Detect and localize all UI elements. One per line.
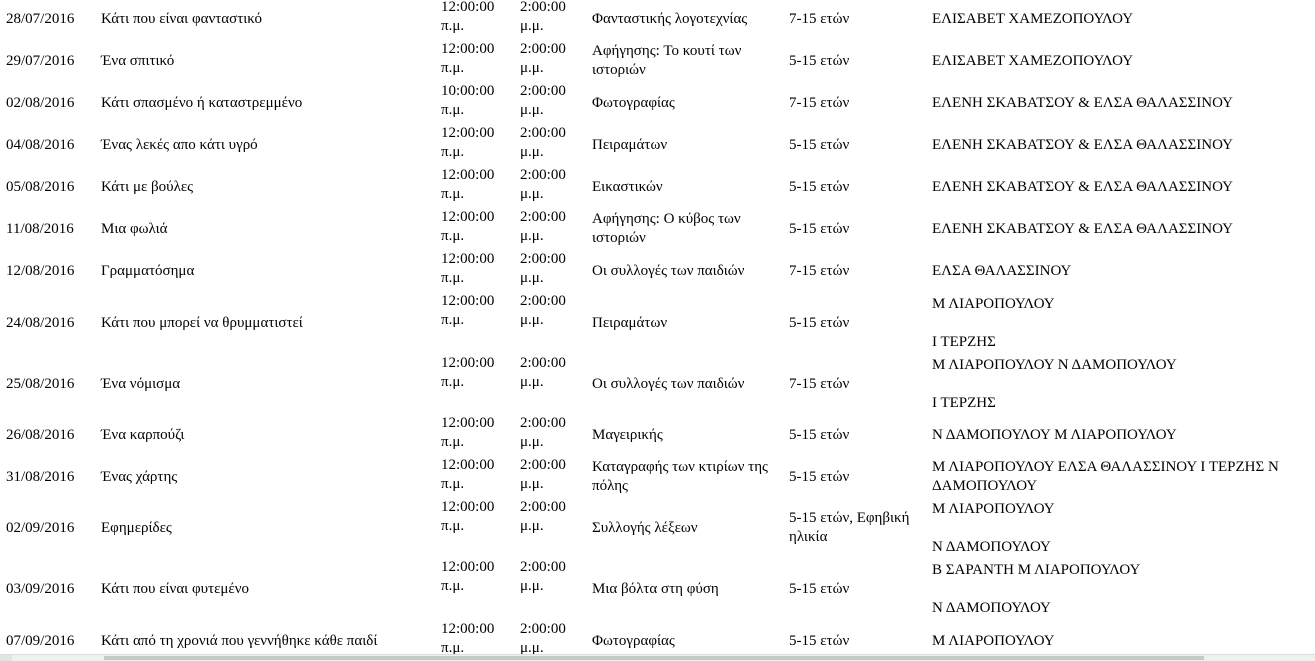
staff-cell-line: Μ ΛΙΑΡΟΠΟΥΛΟΥ: [932, 501, 1055, 517]
category-cell-line: ιστοριών: [592, 230, 646, 246]
table-row: [0, 252, 1315, 294]
title-cell: [101, 632, 377, 651]
title-cell-line: Κάτι που είναι φανταστικό: [101, 11, 263, 27]
end-time-cell-line: 2:00:00: [520, 457, 566, 473]
staff-cell-line: Μ ΛΙΑΡΟΠΟΥΛΟΥ ΕΛΣΑ ΘΑΛΑΣΣΙΝΟΥ Ι ΤΕΡΖΗΣ Ν: [932, 459, 1279, 475]
start-time-cell-line: 12:00:00: [441, 415, 495, 431]
age-cell: [789, 314, 849, 333]
start-time-cell-line: π.μ.: [441, 476, 465, 492]
age-cell-line: 5-15 ετών: [789, 137, 850, 153]
start-time-cell-line: 12:00:00: [441, 41, 495, 57]
category-cell: [592, 10, 747, 29]
category-cell: [592, 632, 675, 651]
end-time-cell: [520, 498, 566, 536]
end-time-cell: [520, 82, 566, 120]
start-time-cell: [441, 456, 494, 494]
start-time-cell: [441, 558, 494, 596]
end-time-cell: [520, 354, 566, 392]
category-cell-line: Οι συλλογές των παιδιών: [592, 376, 745, 392]
staff-cell-line: Ν ΔΑΜΟΠΟΥΛΟΥ: [932, 600, 1051, 616]
end-time-cell-line: μ.μ.: [520, 228, 544, 244]
category-cell: [592, 519, 698, 538]
title-cell: [101, 580, 249, 599]
start-time-cell: [441, 250, 494, 288]
age-cell-line: 5-15 ετών: [789, 179, 850, 195]
date-cell: [6, 262, 74, 281]
date-cell: [6, 136, 74, 155]
end-time-cell-line: μ.μ.: [520, 312, 544, 328]
date-cell: [6, 375, 74, 394]
end-time-cell-line: 2:00:00: [520, 251, 566, 267]
date-cell-line: 07/09/2016: [6, 633, 75, 649]
date-cell-line: 12/08/2016: [6, 263, 75, 279]
start-time-cell-line: π.μ.: [441, 434, 465, 450]
title-cell-line: Ένα σπιτικό: [101, 53, 175, 69]
start-time-cell-line: π.μ.: [441, 228, 465, 244]
title-cell-line: Γραμματόσημα: [101, 263, 195, 279]
age-cell-line: 5-15 ετών: [789, 633, 850, 649]
category-cell-line: Καταγραφής των κτιρίων της: [592, 459, 768, 475]
age-cell-line: 5-15 ετών: [789, 469, 850, 485]
date-cell-line: 26/08/2016: [6, 427, 75, 443]
end-time-cell: [520, 208, 566, 246]
end-time-cell-line: μ.μ.: [520, 578, 544, 594]
end-time-cell-line: μ.μ.: [520, 18, 544, 34]
end-time-cell-line: μ.μ.: [520, 270, 544, 286]
category-cell-line: Φωτογραφίας: [592, 95, 675, 111]
end-time-cell-line: 2:00:00: [520, 0, 566, 15]
title-cell-line: Κάτι με βούλες: [101, 179, 194, 195]
staff-cell-line: ΕΛΕΝΗ ΣΚΑΒΑΤΣΟΥ & ΕΛΣΑ ΘΑΛΑΣΣΙΝΟΥ: [932, 221, 1234, 237]
staff-cell: [932, 295, 1055, 352]
date-cell-line: 31/08/2016: [6, 469, 75, 485]
category-cell-line: Φωτογραφίας: [592, 633, 675, 649]
end-time-cell: [520, 250, 566, 288]
staff-cell-line: Μ ΛΙΑΡΟΠΟΥΛΟΥ: [932, 296, 1055, 312]
date-cell: [6, 632, 74, 651]
date-cell: [6, 426, 74, 445]
start-time-cell-line: 12:00:00: [441, 355, 495, 371]
staff-cell-line: [932, 314, 1055, 333]
date-cell-line: 11/08/2016: [6, 221, 74, 237]
start-time-cell-line: 10:00:00: [441, 83, 495, 99]
title-cell: [101, 468, 177, 487]
age-cell: [789, 52, 849, 71]
age-cell-line: 5-15 ετών: [789, 427, 850, 443]
title-cell: [101, 136, 258, 155]
table-row: [0, 294, 1315, 356]
title-cell: [101, 314, 303, 333]
end-time-cell: [520, 166, 566, 204]
date-cell: [6, 519, 74, 538]
age-cell-line: 7-15 ετών: [789, 376, 850, 392]
start-time-cell: [441, 414, 494, 452]
end-time-cell-line: 2:00:00: [520, 621, 566, 637]
start-time-cell-line: 12:00:00: [441, 457, 495, 473]
start-time-cell: [441, 0, 494, 36]
end-time-cell-line: 2:00:00: [520, 415, 566, 431]
start-time-cell: [441, 620, 494, 654]
title-cell-line: Κάτι που μπορεί να θρυμματιστεί: [101, 315, 303, 331]
staff-cell-line: Β ΣΑΡΑΝΤΗ Μ ΛΙΑΡΟΠΟΥΛΟΥ: [932, 562, 1141, 578]
date-cell-line: 02/08/2016: [6, 95, 75, 111]
start-time-cell-line: 12:00:00: [441, 621, 495, 637]
title-cell-line: Μια φωλιά: [101, 221, 168, 237]
category-cell-line: Συλλογής λέξεων: [592, 520, 698, 536]
end-time-cell: [520, 620, 566, 654]
start-time-cell: [441, 40, 494, 78]
end-time-cell-line: μ.μ.: [520, 102, 544, 118]
date-cell-line: 02/09/2016: [6, 520, 75, 536]
start-time-cell-line: 12:00:00: [441, 167, 495, 183]
end-time-cell-line: 2:00:00: [520, 559, 566, 575]
age-cell: [789, 262, 849, 281]
end-time-cell-line: μ.μ.: [520, 144, 544, 160]
title-cell-line: Ένα καρπούζι: [101, 427, 185, 443]
staff-cell: [932, 94, 1233, 113]
start-time-cell-line: 12:00:00: [441, 499, 495, 515]
category-cell: [592, 375, 744, 394]
start-time-cell-line: π.μ.: [441, 312, 465, 328]
start-time-cell-line: 12:00:00: [441, 559, 495, 575]
category-cell: [592, 136, 667, 155]
date-cell: [6, 468, 74, 487]
age-cell: [789, 632, 849, 651]
category-cell-line: Μαγειρικής: [592, 427, 663, 443]
end-time-cell: [520, 0, 566, 36]
staff-cell: [932, 136, 1233, 155]
staff-cell-line: ΕΛΙΣΑΒΕΤ ΧΑΜΕΖΟΠΟΥΛΟΥ: [932, 11, 1134, 27]
age-cell: [789, 426, 849, 445]
end-time-cell: [520, 414, 566, 452]
staff-cell: [932, 52, 1133, 71]
title-cell: [101, 375, 180, 394]
start-time-cell-line: π.μ.: [441, 102, 465, 118]
category-cell: [592, 210, 741, 248]
staff-cell: [932, 10, 1133, 29]
date-cell: [6, 94, 74, 113]
category-cell: [592, 314, 667, 333]
category-cell-line: Πειραμάτων: [592, 137, 668, 153]
staff-cell: [932, 262, 1071, 281]
horizontal-scrollbar[interactable]: [0, 654, 1315, 661]
age-cell: [789, 468, 849, 487]
title-cell: [101, 220, 168, 239]
age-cell-line: 5-15 ετών: [789, 53, 850, 69]
date-cell: [6, 52, 74, 71]
end-time-cell-line: μ.μ.: [520, 434, 544, 450]
table-row: [0, 500, 1315, 560]
staff-cell-line: ΕΛΙΣΑΒΕΤ ΧΑΜΕΖΟΠΟΥΛΟΥ: [932, 53, 1134, 69]
staff-cell-line: [932, 580, 1140, 599]
staff-cell-line: Ι ΤΕΡΖΗΣ: [932, 334, 996, 350]
staff-cell-line: [932, 375, 1177, 394]
category-cell-line: Αφήγησης: Το κουτί των: [592, 43, 742, 59]
age-cell-line: 7-15 ετών: [789, 263, 850, 279]
title-cell: [101, 519, 172, 538]
table-row: [0, 356, 1315, 416]
start-time-cell-line: 12:00:00: [441, 251, 495, 267]
staff-cell: [932, 500, 1055, 557]
date-cell-line: 24/08/2016: [6, 315, 75, 331]
end-time-cell: [520, 558, 566, 596]
staff-cell-line: Μ ΛΙΑΡΟΠΟΥΛΟΥ: [932, 633, 1055, 649]
scrollbar-thumb[interactable]: [104, 656, 1204, 660]
category-cell-line: Οι συλλογές των παιδιών: [592, 263, 745, 279]
staff-cell-line: ΕΛΣΑ ΘΑΛΑΣΣΙΝΟΥ: [932, 263, 1072, 279]
end-time-cell-line: 2:00:00: [520, 125, 566, 141]
age-cell: [789, 580, 849, 599]
end-time-cell-line: μ.μ.: [520, 640, 544, 654]
staff-cell-line: Ν ΔΑΜΟΠΟΥΛΟΥ Μ ΛΙΑΡΟΠΟΥΛΟΥ: [932, 427, 1177, 443]
title-cell-line: Εφημερίδες: [101, 520, 172, 536]
age-cell: [789, 220, 849, 239]
age-cell-line: 7-15 ετών: [789, 95, 850, 111]
staff-cell-line: Μ ΛΙΑΡΟΠΟΥΛΟΥ Ν ΔΑΜΟΠΟΥΛΟΥ: [932, 357, 1177, 373]
table-row: [0, 84, 1315, 126]
staff-cell-line: [932, 519, 1055, 538]
title-cell: [101, 10, 262, 29]
date-cell: [6, 314, 74, 333]
title-cell-line: Ένα νόμισμα: [101, 376, 181, 392]
end-time-cell-line: 2:00:00: [520, 83, 566, 99]
start-time-cell: [441, 292, 494, 330]
start-time-cell: [441, 82, 494, 120]
staff-cell: [932, 561, 1140, 618]
end-time-cell-line: 2:00:00: [520, 355, 566, 371]
age-cell: [789, 375, 849, 394]
start-time-cell-line: π.μ.: [441, 270, 465, 286]
staff-cell-line: Ν ΔΑΜΟΠΟΥΛΟΥ: [932, 539, 1051, 555]
date-cell-line: 28/07/2016: [6, 11, 75, 27]
end-time-cell-line: μ.μ.: [520, 60, 544, 76]
date-cell-line: 29/07/2016: [6, 53, 75, 69]
end-time-cell-line: 2:00:00: [520, 293, 566, 309]
end-time-cell: [520, 40, 566, 78]
age-cell-line: ηλικία: [789, 529, 828, 545]
category-cell: [592, 580, 719, 599]
date-cell: [6, 178, 74, 197]
category-cell-line: πόλης: [592, 478, 628, 494]
end-time-cell-line: μ.μ.: [520, 186, 544, 202]
category-cell-line: Μια βόλτα στη φύση: [592, 581, 719, 597]
title-cell: [101, 178, 193, 197]
category-cell: [592, 262, 744, 281]
end-time-cell: [520, 292, 566, 330]
end-time-cell-line: 2:00:00: [520, 167, 566, 183]
title-cell-line: Κάτι σπασμένο ή καταστρεμμένο: [101, 95, 303, 111]
end-time-cell-line: 2:00:00: [520, 499, 566, 515]
table-row: [0, 0, 1315, 42]
start-time-cell-line: 12:00:00: [441, 0, 495, 15]
start-time-cell: [441, 354, 494, 392]
age-cell-line: 7-15 ετών: [789, 11, 850, 27]
table-row: [0, 42, 1315, 84]
staff-cell: [932, 178, 1233, 197]
date-cell: [6, 580, 74, 599]
end-time-cell: [520, 124, 566, 162]
staff-cell-line: ΕΛΕΝΗ ΣΚΑΒΑΤΣΟΥ & ΕΛΣΑ ΘΑΛΑΣΣΙΝΟΥ: [932, 179, 1234, 195]
end-time-cell-line: 2:00:00: [520, 209, 566, 225]
end-time-cell-line: μ.μ.: [520, 374, 544, 390]
start-time-cell: [441, 498, 494, 536]
category-cell: [592, 94, 675, 113]
category-cell-line: ιστοριών: [592, 62, 646, 78]
staff-cell: [932, 632, 1055, 651]
age-cell-line: 5-15 ετών: [789, 315, 850, 331]
age-cell-line: 5-15 ετών: [789, 221, 850, 237]
staff-cell: [932, 458, 1279, 496]
table-row: [0, 560, 1315, 622]
end-time-cell-line: μ.μ.: [520, 518, 544, 534]
start-time-cell-line: π.μ.: [441, 518, 465, 534]
start-time-cell-line: π.μ.: [441, 186, 465, 202]
end-time-cell-line: 2:00:00: [520, 41, 566, 57]
table-row: [0, 458, 1315, 500]
staff-cell: [932, 220, 1233, 239]
category-cell-line: Φανταστικής λογοτεχνίας: [592, 11, 748, 27]
staff-cell: [932, 356, 1177, 413]
start-time-cell-line: 12:00:00: [441, 293, 495, 309]
start-time-cell: [441, 208, 494, 246]
table-row: [0, 622, 1315, 654]
category-cell-line: Αφήγησης: Ο κύβος των: [592, 211, 741, 227]
table-row: [0, 126, 1315, 168]
staff-cell-line: Ι ΤΕΡΖΗΣ: [932, 395, 996, 411]
age-cell: [789, 136, 849, 155]
scroll-left-button[interactable]: [0, 655, 12, 661]
start-time-cell-line: π.μ.: [441, 374, 465, 390]
start-time-cell: [441, 124, 494, 162]
date-cell: [6, 10, 74, 29]
date-cell-line: 03/09/2016: [6, 581, 75, 597]
start-time-cell-line: π.μ.: [441, 18, 465, 34]
title-cell-line: Ένας λεκές απο κάτι υγρό: [101, 137, 258, 153]
age-cell: [789, 178, 849, 197]
start-time-cell-line: π.μ.: [441, 640, 465, 654]
age-cell-line: 5-15 ετών: [789, 581, 850, 597]
category-cell: [592, 42, 741, 80]
title-cell: [101, 262, 194, 281]
age-cell: [789, 94, 849, 113]
category-cell: [592, 458, 768, 496]
start-time-cell-line: π.μ.: [441, 578, 465, 594]
category-cell: [592, 426, 663, 445]
table-row: [0, 168, 1315, 210]
start-time-cell-line: 12:00:00: [441, 125, 495, 141]
staff-cell: [932, 426, 1177, 445]
start-time-cell-line: π.μ.: [441, 144, 465, 160]
staff-cell-line: ΔΑΜΟΠΟΥΛΟΥ: [932, 478, 1038, 494]
end-time-cell: [520, 456, 566, 494]
staff-cell-line: ΕΛΕΝΗ ΣΚΑΒΑΤΣΟΥ & ΕΛΣΑ ΘΑΛΑΣΣΙΝΟΥ: [932, 95, 1234, 111]
title-cell: [101, 94, 302, 113]
table-row: [0, 210, 1315, 252]
age-cell: [789, 10, 849, 29]
age-cell-line: 5-15 ετών, Εφηβική: [789, 510, 910, 526]
title-cell-line: Ένας χάρτης: [101, 469, 178, 485]
title-cell: [101, 426, 184, 445]
title-cell-line: Κάτι που είναι φυτεμένο: [101, 581, 249, 597]
date-cell-line: 05/08/2016: [6, 179, 75, 195]
end-time-cell-line: μ.μ.: [520, 476, 544, 492]
start-time-cell: [441, 166, 494, 204]
staff-cell-line: ΕΛΕΝΗ ΣΚΑΒΑΤΣΟΥ & ΕΛΣΑ ΘΑΛΑΣΣΙΝΟΥ: [932, 137, 1234, 153]
category-cell-line: Πειραμάτων: [592, 315, 668, 331]
table-row: [0, 416, 1315, 458]
category-cell: [592, 178, 663, 197]
start-time-cell-line: π.μ.: [441, 60, 465, 76]
category-cell-line: Εικαστικών: [592, 179, 663, 195]
title-cell: [101, 52, 174, 71]
start-time-cell-line: 12:00:00: [441, 209, 495, 225]
date-cell: [6, 220, 74, 239]
date-cell-line: 25/08/2016: [6, 376, 75, 392]
title-cell-line: Κάτι από τη χρονιά που γεννήθηκε κάθε παιδί: [101, 633, 378, 649]
date-cell-line: 04/08/2016: [6, 137, 75, 153]
age-cell: [789, 509, 909, 547]
